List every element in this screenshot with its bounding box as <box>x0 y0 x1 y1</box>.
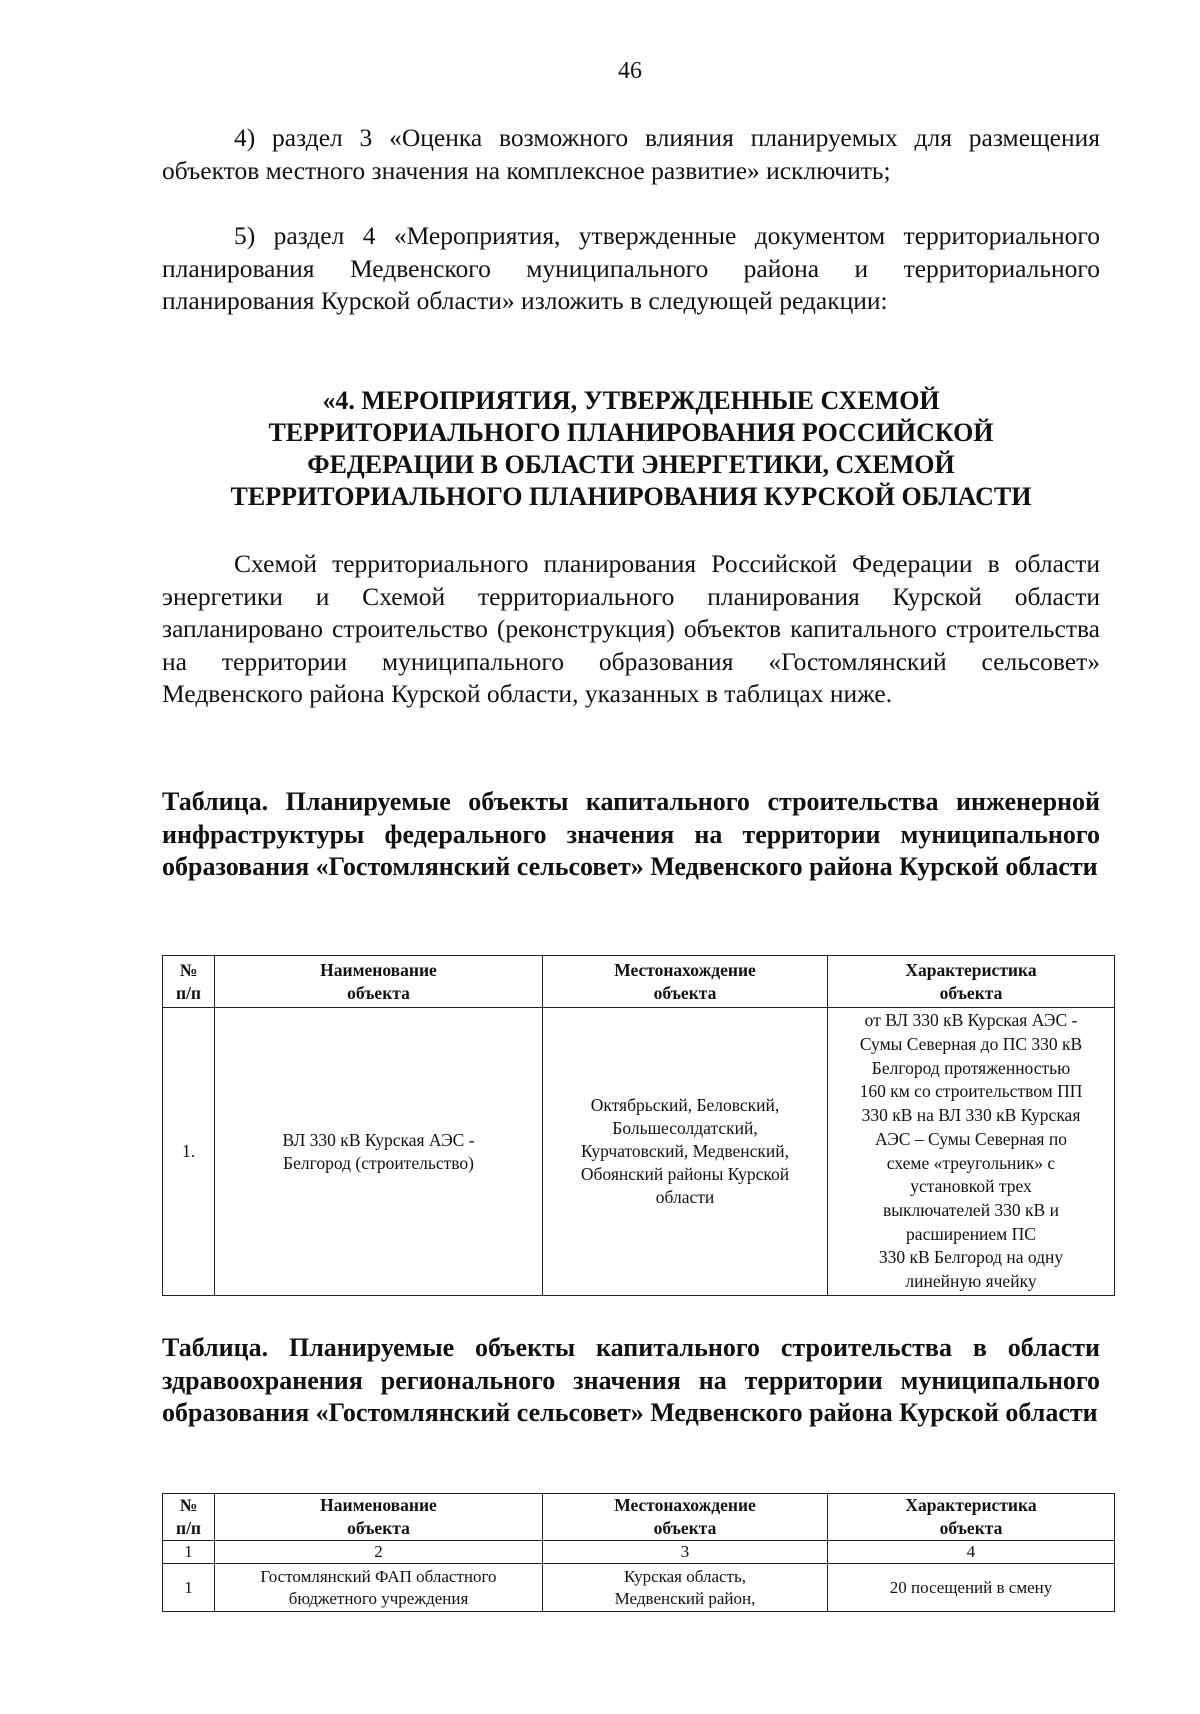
table-federal-energy-objects <box>162 955 1115 1296</box>
header-name: Наименование объекта <box>215 956 543 1008</box>
cell-name: Гостомлянский ФАП областного бюджетного учреждения <box>215 1564 543 1612</box>
cell-location: Курская область, Медвенский район, <box>543 1564 828 1612</box>
header-number: № п/п <box>163 956 215 1008</box>
page-number: 46 <box>618 58 642 84</box>
paragraph-text: 5) раздел 4 «Мероприятия, утвержденные документом территориального планирования Медвенского муниципального района и территориального планирования Курской области» изложить в следующей редакции: <box>162 221 1100 315</box>
heading-line: ТЕРРИТОРИАЛЬНОГО ПЛАНИРОВАНИЯ РОССИЙСКОЙ <box>268 418 994 447</box>
column-number-row <box>163 1541 1115 1564</box>
column-number: 4 <box>828 1541 1115 1564</box>
cell-characteristic: 20 посещений в смену <box>828 1564 1115 1612</box>
cell-characteristic: от ВЛ 330 кВ Курская АЭС - Сумы Северная до ПС 330 кВ Белгород протяженностью 160 км со строительством ПП 330 кВ на ВЛ 330 кВ Курская АЭС – Сумы Северная по схеме «треугольник» с установкой трех выключателей 330 кВ и расширением ПС 330 кВ Белгород на одну линейную ячейку <box>828 1008 1115 1296</box>
column-number: 3 <box>543 1541 828 1564</box>
table-header-row <box>163 1494 1115 1541</box>
intro-paragraph <box>162 548 1100 711</box>
paragraph-text: 4) раздел 3 «Оценка возможного влияния планируемых для размещения объектов местного значения на комплексное развитие» исключить; <box>162 123 1100 185</box>
header-characteristic: Характеристика объекта <box>828 956 1115 1008</box>
header-number: № п/п <box>163 1494 215 1541</box>
table-regional-health-objects <box>162 1493 1115 1612</box>
table1-caption: Таблица. Планируемые объекты капитального строительства инженерной инфраструктуры федерального значения на территории муниципального образования «Гостомлянский сельсовет» Медвенского района Курской области <box>162 787 1100 881</box>
header-characteristic: Характеристика объекта <box>828 1494 1115 1541</box>
heading-line: ФЕДЕРАЦИИ В ОБЛАСТИ ЭНЕРГЕТИКИ, СХЕМОЙ <box>307 450 955 479</box>
heading-line: «4. МЕРОПРИЯТИЯ, УТВЕРЖДЕННЫЕ СХЕМОЙ <box>322 386 940 415</box>
paragraph-item-4 <box>162 122 1100 187</box>
table-row <box>163 1564 1115 1612</box>
cell-name: ВЛ 330 кВ Курская АЭС - Белгород (строительство) <box>215 1008 543 1296</box>
header-location: Местонахождение объекта <box>543 1494 828 1541</box>
cell-number: 1 <box>163 1564 215 1612</box>
column-number: 1 <box>163 1541 215 1564</box>
header-name: Наименование объекта <box>215 1494 543 1541</box>
paragraph-item-5 <box>162 220 1100 318</box>
paragraph-text: Схемой территориального планирования Российской Федерации в области энергетики и Схемой территориального планирования Курской области запланировано строительство (реконструкция) объектов капитального строительства на территории муниципального образования «Гостомлянский сельсовет» Медвенского района Курской области, указанных в таблицах ниже. <box>162 549 1100 708</box>
heading-line: ТЕРРИТОРИАЛЬНОГО ПЛАНИРОВАНИЯ КУРСКОЙ ОБЛАСТИ <box>230 482 1032 511</box>
header-location: Местонахождение объекта <box>543 956 828 1008</box>
section-heading <box>162 385 1100 513</box>
table-header-row <box>163 956 1115 1008</box>
cell-number: 1. <box>163 1008 215 1296</box>
table2-caption: Таблица. Планируемые объекты капитального строительства в области здравоохранения регионального значения на территории муниципального образования «Гостомлянский сельсовет» Медвенского района Курской области <box>162 1333 1100 1427</box>
table-row <box>163 1008 1115 1296</box>
column-number: 2 <box>215 1541 543 1564</box>
cell-location: Октябрьский, Беловский, Большесолдатский, Курчатовский, Медвенский, Обоянский районы Курской области <box>543 1008 828 1296</box>
